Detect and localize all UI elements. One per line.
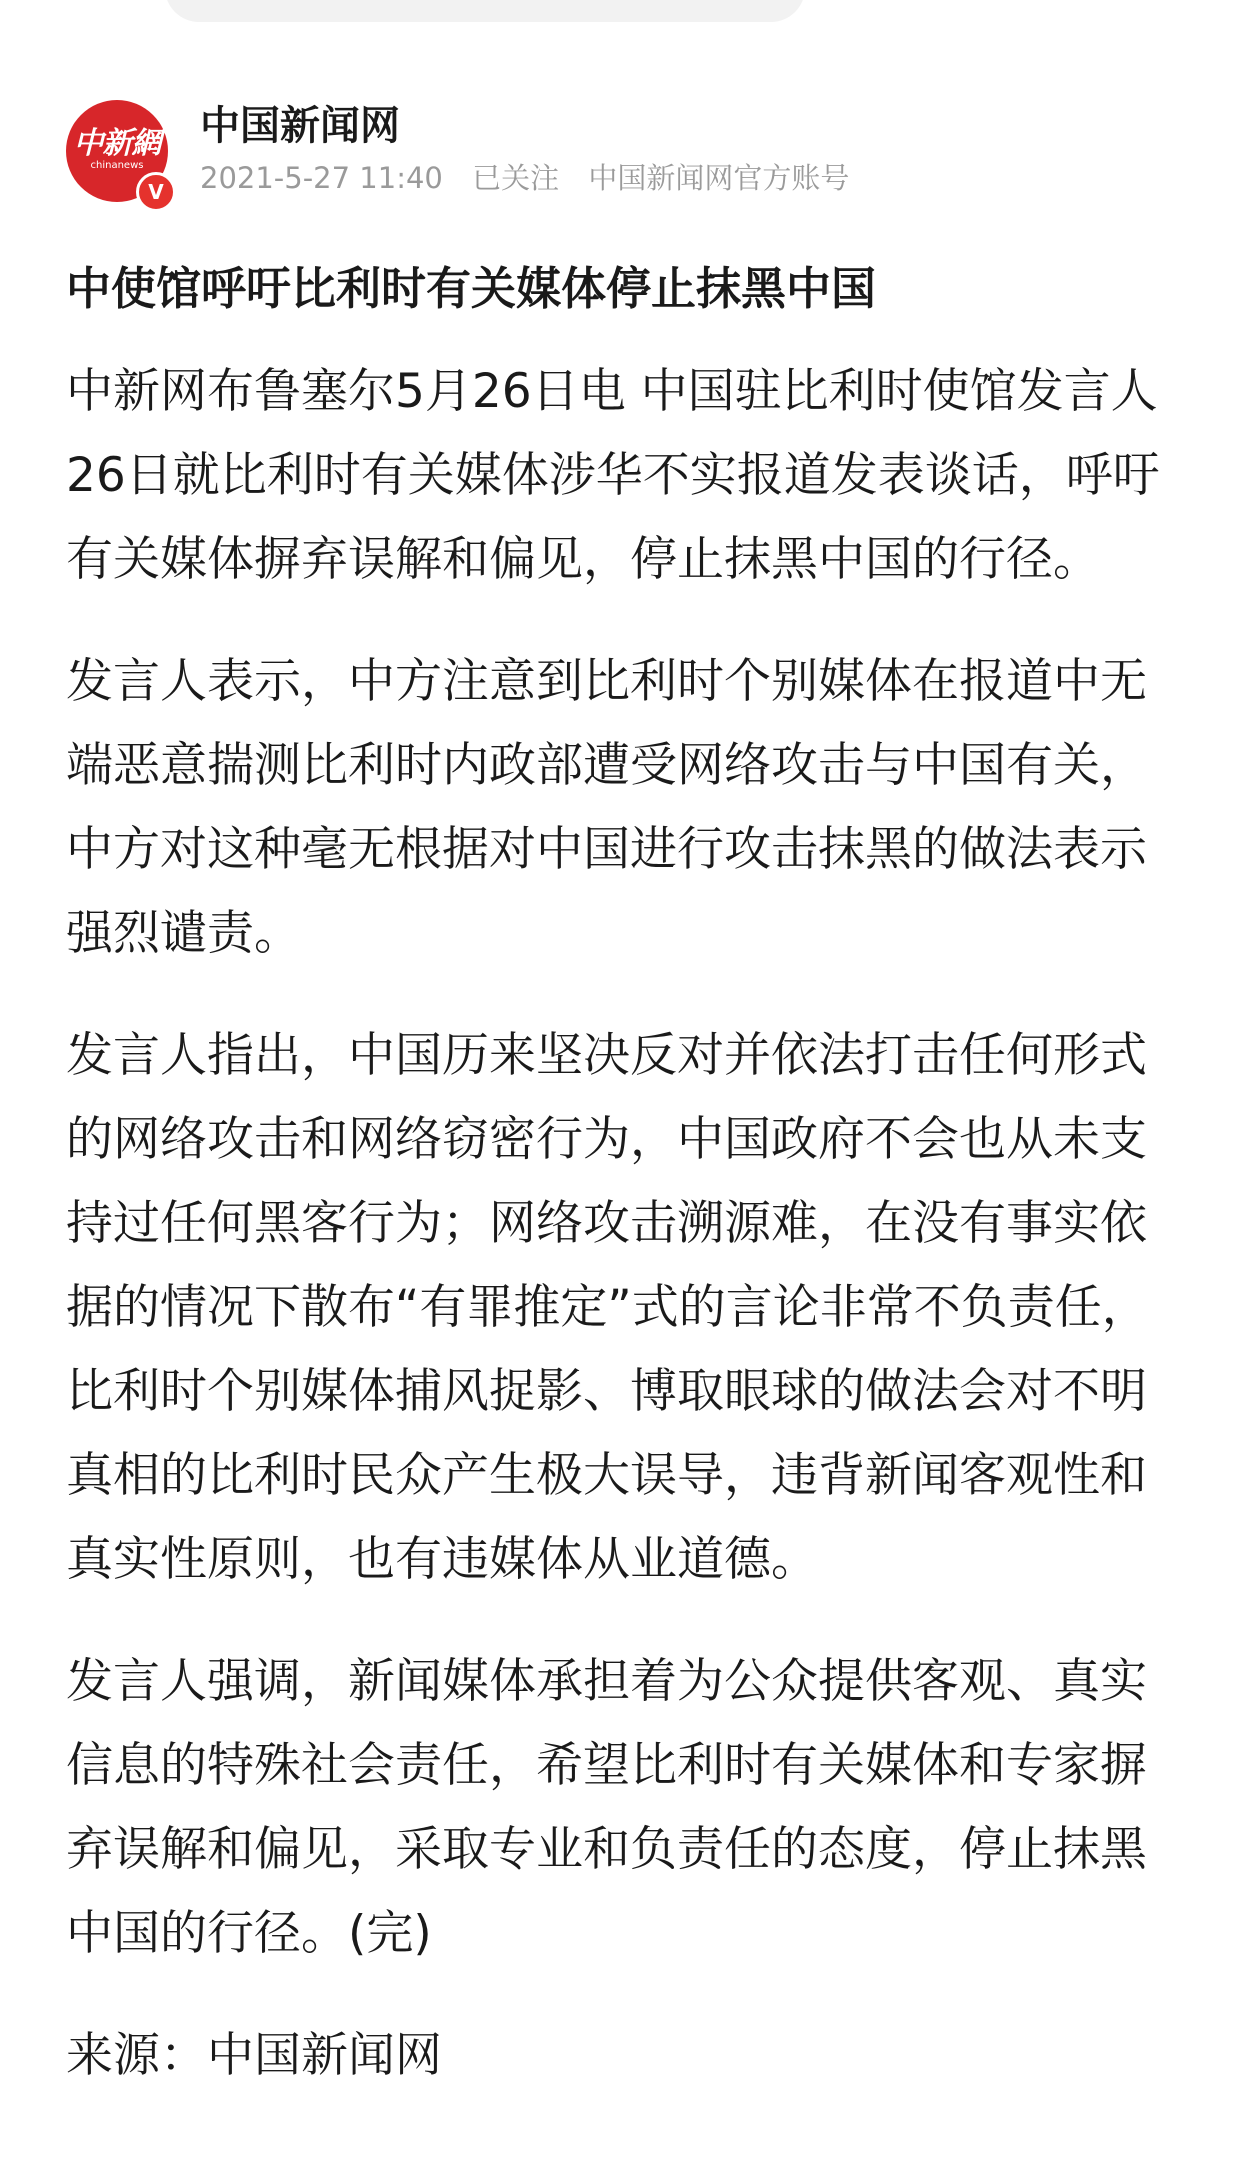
- post-meta: [200, 156, 869, 197]
- verified-badge-icon: V: [136, 172, 176, 212]
- account-description: 中国新闻网官方账号: [588, 161, 850, 195]
- account-name[interactable]: 中国新闻网: [200, 103, 400, 149]
- article-paragraph: 中新网布鲁塞尔5月26日电 中国驻比利时使馆发言人26日就比利时有关媒体涉华不实报道发表谈话，呼吁有关媒体摒弃误解和偏见，停止抹黑中国的行径。: [66, 364, 1160, 587]
- follow-status[interactable]: 已关注: [472, 161, 560, 195]
- avatar-logo-subtext: chinanews: [90, 160, 144, 171]
- article-title: 中使馆呼吁比利时有关媒体停止抹黑中国: [66, 262, 877, 315]
- avatar[interactable]: [66, 100, 168, 202]
- article-paragraph: 发言人指出，中国历来坚决反对并依法打击任何形式的网络攻击和网络窃密行为，中国政府不会也从未支持过任何黑客行为；网络攻击溯源难，在没有事实依据的情况下散布“有罪推定”式的言论非常不负责任，比利时个别媒体捕风捉影、博取眼球的做法会对不明真相的比利时民众产生极大误导，违背新闻客观性和真实性原则，也有违媒体从业道德。: [66, 1028, 1149, 1587]
- article-paragraph: 发言人强调，新闻媒体承担着为公众提供客观、真实信息的特殊社会责任，希望比利时有关媒体和专家摒弃误解和偏见，采取专业和负责任的态度，停止抹黑中国的行径。(完): [66, 1654, 1147, 1961]
- article-source: 来源：中国新闻网: [66, 2028, 442, 2083]
- avatar-logo-text: 中新網: [73, 126, 161, 161]
- search-bar[interactable]: [165, 0, 805, 22]
- article-paragraph: 发言人表示，中方注意到比利时个别媒体在报道中无端恶意揣测比利时内政部遭受网络攻击与中国有关，中方对这种毫无根据对中国进行攻击抹黑的做法表示强烈谴责。: [66, 654, 1147, 961]
- post-timestamp: 2021-5-27 11:40: [200, 161, 443, 195]
- article-header: [66, 92, 1196, 202]
- article-body: [66, 350, 1176, 2098]
